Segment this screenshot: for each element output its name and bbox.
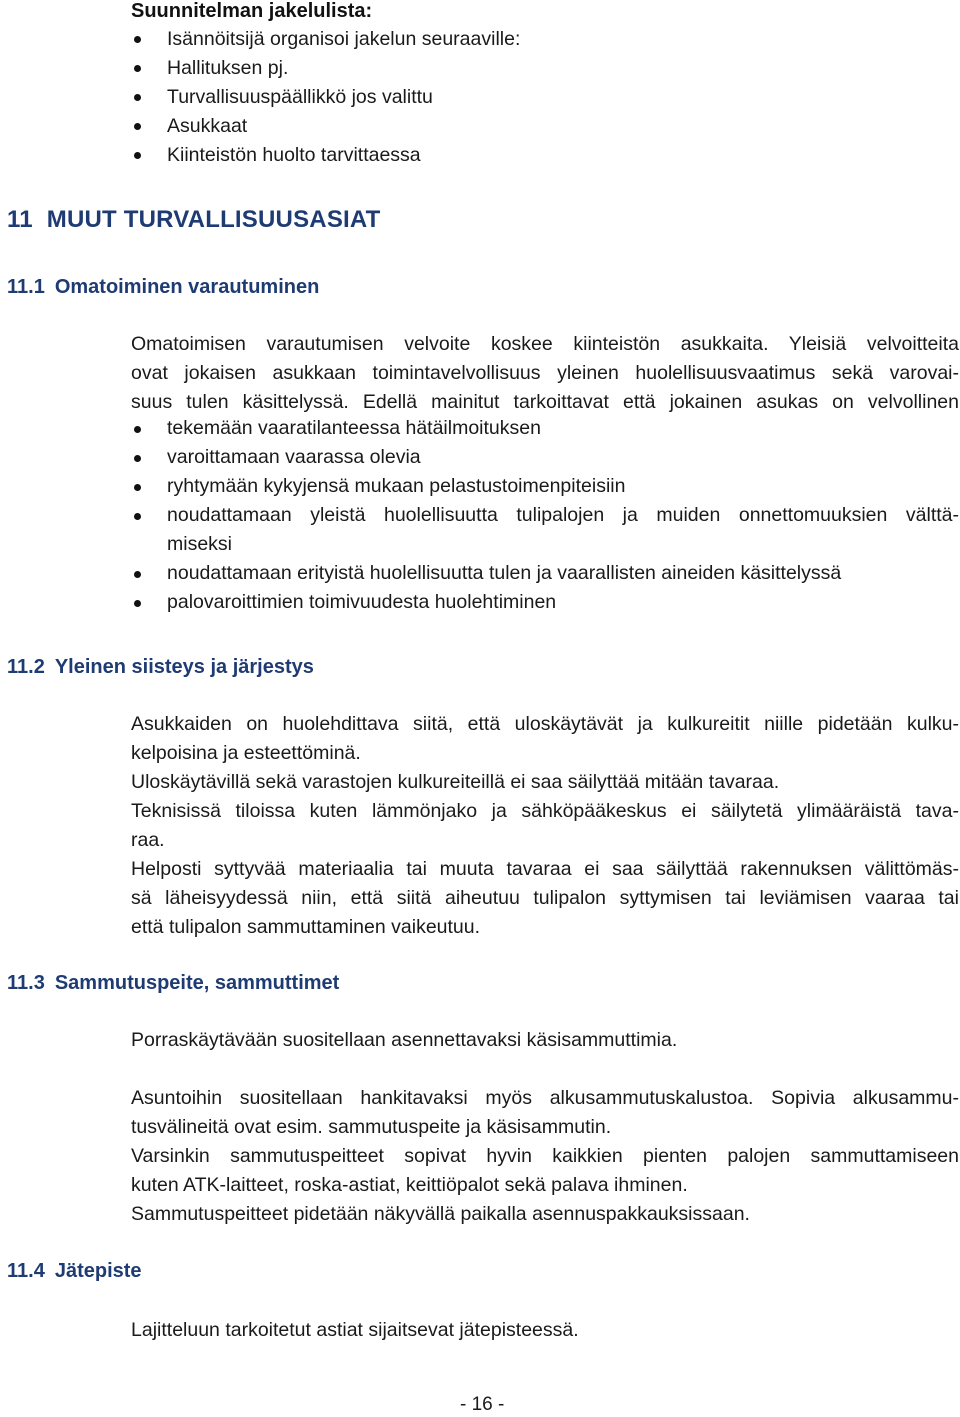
bullet-icon — [134, 123, 141, 130]
bullet-icon — [134, 455, 141, 462]
paragraph-line: raa. — [131, 829, 165, 851]
paragraph-line: Helposti syttyvää materiaalia tai muuta tavaraa ei saa säilyttää rakennuksen välittömäs- — [131, 858, 959, 880]
bullet-icon — [134, 513, 141, 520]
duty-item-continuation: miseksi — [167, 533, 233, 555]
section-title: Omatoiminen varautuminen — [54, 276, 320, 298]
section-title: MUUT TURVALLISUUSASIAT — [46, 206, 381, 233]
section-11-heading — [7, 206, 381, 234]
paragraph-line: Uloskäytävillä sekä varastojen kulkureiteillä ei saa säilyttää mitään tavaraa. — [131, 771, 780, 793]
paragraph-line: kuten ATK-laitteet, roska-astiat, keittiöpalot sekä palava ihminen. — [131, 1174, 688, 1196]
paragraph-line: Teknisissä tiloissa kuten lämmönjako ja sähköpääkeskus ei säilytetä ylimääräistä tava- — [131, 800, 959, 822]
duty-item: noudattamaan erityistä huolellisuutta tulen ja vaarallisten aineiden käsittelyssä — [167, 562, 842, 584]
distribution-item: Asukkaat — [167, 115, 248, 137]
paragraph-line: Porraskäytävään suositellaan asennettavaksi käsisammuttimia. — [131, 1029, 678, 1051]
section-title: Sammutuspeite, sammuttimet — [54, 972, 340, 994]
duty-item: noudattamaan yleistä huolellisuutta tulipalojen ja muiden onnettomuuksien välttä- — [167, 504, 959, 526]
paragraph-line: Asuntoihin suositellaan hankitavaksi myös alkusammutuskalustoa. Sopivia alkusammu- — [131, 1087, 959, 1109]
paragraph-line: ovat jokaisen asukkaan toimintavelvollisuus yleinen huolellisuusvaatimus sekä varovai- — [131, 362, 959, 384]
duty-item: tekemään vaaratilanteessa hätäilmoituksen — [167, 417, 541, 439]
section-title: Yleinen siisteys ja järjestys — [54, 656, 314, 678]
paragraph-line: Sammutuspeitteet pidetään näkyvällä paikalla asennuspakkauksissaan. — [131, 1203, 750, 1225]
paragraph-line: Omatoimisen varautumisen velvoite koskee kiinteistön asukkaita. Yleisiä velvoitteita — [131, 333, 959, 355]
paragraph-line: Varsinkin sammutuspeitteet sopivat hyvin kaikkien pienten palojen sammuttamiseen — [131, 1145, 959, 1167]
bullet-icon — [134, 600, 141, 607]
duty-item: varoittamaan vaarassa olevia — [167, 446, 421, 468]
paragraph-line: suus tulen käsittelyssä. Edellä mainitut tarkoittavat että jokainen asukas on velvollinen — [131, 391, 959, 413]
distribution-heading: Suunnitelman jakelulista: — [131, 0, 373, 22]
section-11-2-heading — [7, 656, 314, 679]
section-11-1-heading — [7, 276, 319, 299]
distribution-item: Isännöitsijä organisoi jakelun seuraaville: — [167, 28, 521, 50]
duty-item: palovaroittimien toimivuudesta huolehtiminen — [167, 591, 557, 613]
bullet-icon — [134, 36, 141, 43]
bullet-icon — [134, 484, 141, 491]
paragraph-line: Lajitteluun tarkoitetut astiat sijaitsevat jätepisteessä. — [131, 1319, 579, 1341]
section-number: 11.2 — [7, 656, 45, 678]
bullet-icon — [134, 571, 141, 578]
page-number: - 16 - — [460, 1394, 505, 1415]
paragraph-line: että tulipalon sammuttaminen vaikeutuu. — [131, 916, 481, 938]
section-title: Jätepiste — [54, 1260, 142, 1282]
paragraph-line: tusvälineitä ovat esim. sammutuspeite ja käsisammutin. — [131, 1116, 612, 1138]
distribution-item: Kiinteistön huolto tarvittaessa — [167, 144, 421, 166]
bullet-icon — [134, 65, 141, 72]
distribution-item: Turvallisuuspäällikkö jos valittu — [167, 86, 433, 108]
section-number: 11 — [7, 206, 33, 233]
section-number: 11.4 — [7, 1260, 45, 1282]
paragraph-line: kelpoisina ja esteettöminä. — [131, 742, 361, 764]
bullet-icon — [134, 426, 141, 433]
duty-item: ryhtymään kykyjensä mukaan pelastustoimenpiteisiin — [167, 475, 626, 497]
bullet-icon — [134, 152, 141, 159]
section-number: 11.3 — [7, 972, 45, 994]
distribution-item: Hallituksen pj. — [167, 57, 289, 79]
section-11-4-heading — [7, 1260, 142, 1283]
section-11-3-heading — [7, 972, 339, 995]
bullet-icon — [134, 94, 141, 101]
paragraph-line: sä läheisyydessä niin, että siitä aiheutuu tulipalon syttymisen tai leviämisen vaaraa tai — [131, 887, 959, 909]
paragraph-line: Asukkaiden on huolehdittava siitä, että uloskäytävät ja kulkureitit niille pidetään kulku- — [131, 713, 959, 735]
section-number: 11.1 — [7, 276, 45, 298]
